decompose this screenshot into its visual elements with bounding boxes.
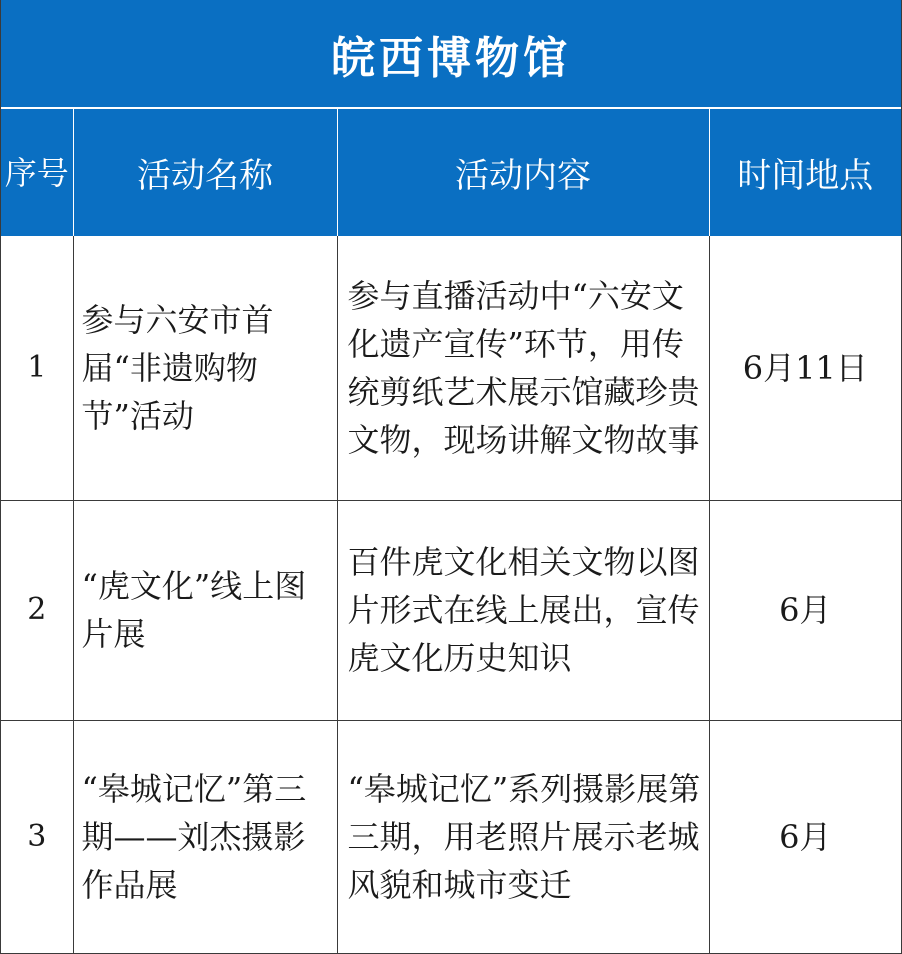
row-number: 2	[1, 500, 73, 720]
activity-content	[337, 720, 709, 953]
column-header-content: 活动内容	[337, 109, 709, 237]
column-header-time: 时间地点	[709, 109, 901, 237]
activity-content	[337, 500, 709, 720]
activity-time: 6月11日	[709, 236, 901, 500]
row-number: 1	[1, 236, 73, 500]
activity-content-text: 百件虎文化相关文物以图片形式在线上展出，宣传虎文化历史知识	[347, 543, 700, 677]
activity-name-text: “皋城记忆”第三期——刘杰摄影作品展	[81, 769, 307, 904]
activity-content	[337, 236, 709, 500]
row-number: 3	[1, 720, 73, 953]
column-header-no: 序号	[1, 109, 73, 237]
activity-name	[73, 720, 337, 953]
activity-content-text: “皋城记忆”系列摄影展第三期，用老照片展示老城风貌和城市变迁	[347, 769, 701, 904]
page-title: 皖西博物馆	[1, 0, 901, 108]
table-row	[1, 500, 901, 720]
activity-time: 6月	[779, 817, 832, 856]
activity-time: 6月	[709, 500, 901, 720]
activity-name	[73, 500, 337, 720]
activity-table	[1, 108, 901, 953]
activity-name-text: 参与六安市首届“非遗购物节”活动	[81, 300, 274, 435]
table-header-row	[1, 109, 901, 237]
column-header-name: 活动名称	[73, 109, 337, 237]
activity-name	[73, 236, 337, 500]
activity-name-text: “虎文化”线上图片展	[81, 567, 307, 653]
activity-content-text: 参与直播活动中“六安文化遗产宣传”环节，用传统剪纸艺术展示馆藏珍贵文物，现场讲解文物故事	[347, 276, 700, 459]
table-row	[1, 720, 901, 953]
table-row	[1, 236, 901, 500]
